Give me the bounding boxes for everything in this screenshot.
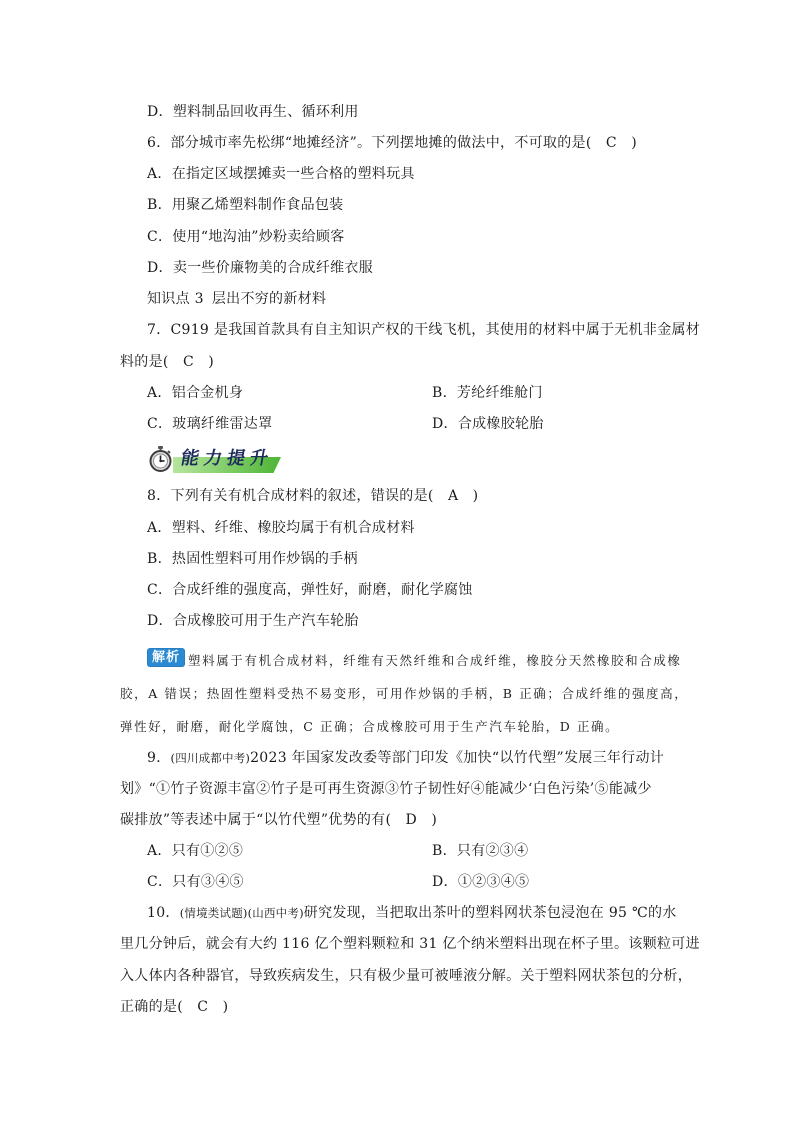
q10-stem-text-end: 正确的是: [120, 999, 178, 1015]
q10-stem-line-4: [120, 997, 228, 1017]
q8-stem: [147, 486, 478, 506]
q9-number: 9．: [147, 750, 171, 766]
q9-option-d: D．①②③④⑤: [432, 874, 530, 890]
q8-option-a: A．塑料、纤维、橡胶均属于有机合成材料: [147, 520, 415, 536]
q8-option-d: D．合成橡胶可用于生产汽车轮胎: [147, 613, 359, 629]
q8-answer: ( A ): [427, 488, 479, 504]
q9-option-a: A．只有①②⑤: [147, 843, 244, 859]
q7-stem-line-1: 7．C919 是我国首款具有自主知识产权的干线飞机，其使用的材料中属于无机非金属材: [147, 322, 701, 338]
q10-stem-text: 研究发现，当把取出茶叶的塑料网状茶包浸泡在 95 ℃的水: [303, 905, 677, 921]
q9-option-c: C．只有③④⑤: [147, 874, 244, 890]
q6-option-d: D．卖一些价廉物美的合成纤维衣服: [147, 260, 374, 276]
analysis-line-3: 弹性好，耐磨，耐化学腐蚀，C 正确；合成橡胶可用于生产汽车轮胎，D 正确。: [120, 719, 620, 734]
q10-number: 10．: [147, 905, 180, 921]
q8-option-b: B．热固性塑料可用作炒锅的手柄: [147, 551, 358, 567]
q10-source-tag: (情境类试题)(山西中考): [179, 906, 304, 920]
analysis-badge: 解析: [147, 648, 185, 667]
q6-option-a: A．在指定区域摆摊卖一些合格的塑料玩具: [147, 166, 415, 182]
q10-answer: ( C ): [177, 999, 229, 1015]
knowledge-point-heading: [147, 289, 326, 309]
q10-stem-line-2: 里几分钟后，就会有大约 116 亿个塑料颗粒和 31 亿个纳米塑料出现在杯子里。该颗粒可进: [120, 936, 700, 952]
q7-option-c: C．玻璃纤维雷达罩: [147, 416, 273, 432]
q7-option-b: B．芳纶纤维舱门: [432, 385, 543, 401]
q9-source-tag: (四川成都中考): [170, 751, 251, 765]
analysis-line-2: 胶，A 错误；热固性塑料受热不易变形，可用作炒锅的手柄，B 正确；合成纤维的强度高，: [120, 686, 689, 701]
q9-answer: ( D ): [385, 812, 438, 828]
section-title: 能力提升: [179, 448, 275, 469]
q9-stem-line-2: 划》“①竹子资源丰富②竹子是可再生资源③竹子韧性好④能减少‘白色污染’⑤能减少: [120, 781, 652, 797]
knowledge-point-label: 知识点 3: [147, 291, 204, 307]
section-header: [147, 445, 287, 475]
q8-option-c: C．合成纤维的强度高，弹性好，耐磨，耐化学腐蚀: [147, 582, 473, 598]
q8-stem-text: 8．下列有关有机合成材料的叙述，错误的是: [147, 488, 428, 504]
q9-stem-line-3: [120, 810, 437, 830]
q7-option-d: D．合成橡胶轮胎: [432, 416, 544, 432]
stopwatch-icon: [147, 445, 174, 472]
q6-option-b: B．用聚乙烯塑料制作食品包装: [147, 197, 344, 213]
q9-stem-line-1: [147, 748, 664, 768]
q9-stem-text: 2023 年国家发改委等部门印发《加快“以竹代塑”发展三年行动计: [250, 750, 665, 766]
q7-stem-text: 料的是: [120, 354, 163, 370]
q7-option-a: A．铝合金机身: [147, 385, 244, 401]
q6-answer: ( C ): [585, 135, 637, 151]
q9-stem-text-end: 碳排放”等表述中属于“以竹代塑”优势的有: [120, 812, 386, 828]
q6-option-c: C．使用“地沟油”炒粉卖给顾客: [147, 229, 345, 245]
q7-stem-line-2: [120, 352, 214, 372]
q10-stem-line-3: 入人体内各种器官，导致疾病发生，只有极少量可被唾液分解。关于塑料网状茶包的分析，: [120, 968, 692, 984]
knowledge-point-title: 层出不穷的新材料: [211, 291, 327, 307]
q6-stem: [147, 133, 637, 153]
q5-option-d: D．塑料制品回收再生、循环利用: [147, 104, 359, 120]
analysis-line-1: 塑料属于有机合成材料，纤维有天然纤维和合成纤维，橡胶分天然橡胶和合成橡: [188, 653, 682, 668]
q6-stem-text: 6．部分城市率先松绑“地摊经济”。下列摆地摊的做法中，不可取的是: [147, 135, 586, 151]
q10-stem-line-1: [147, 903, 677, 923]
q7-answer: ( C ): [162, 354, 215, 370]
q9-option-b: B．只有②③④: [432, 843, 529, 859]
